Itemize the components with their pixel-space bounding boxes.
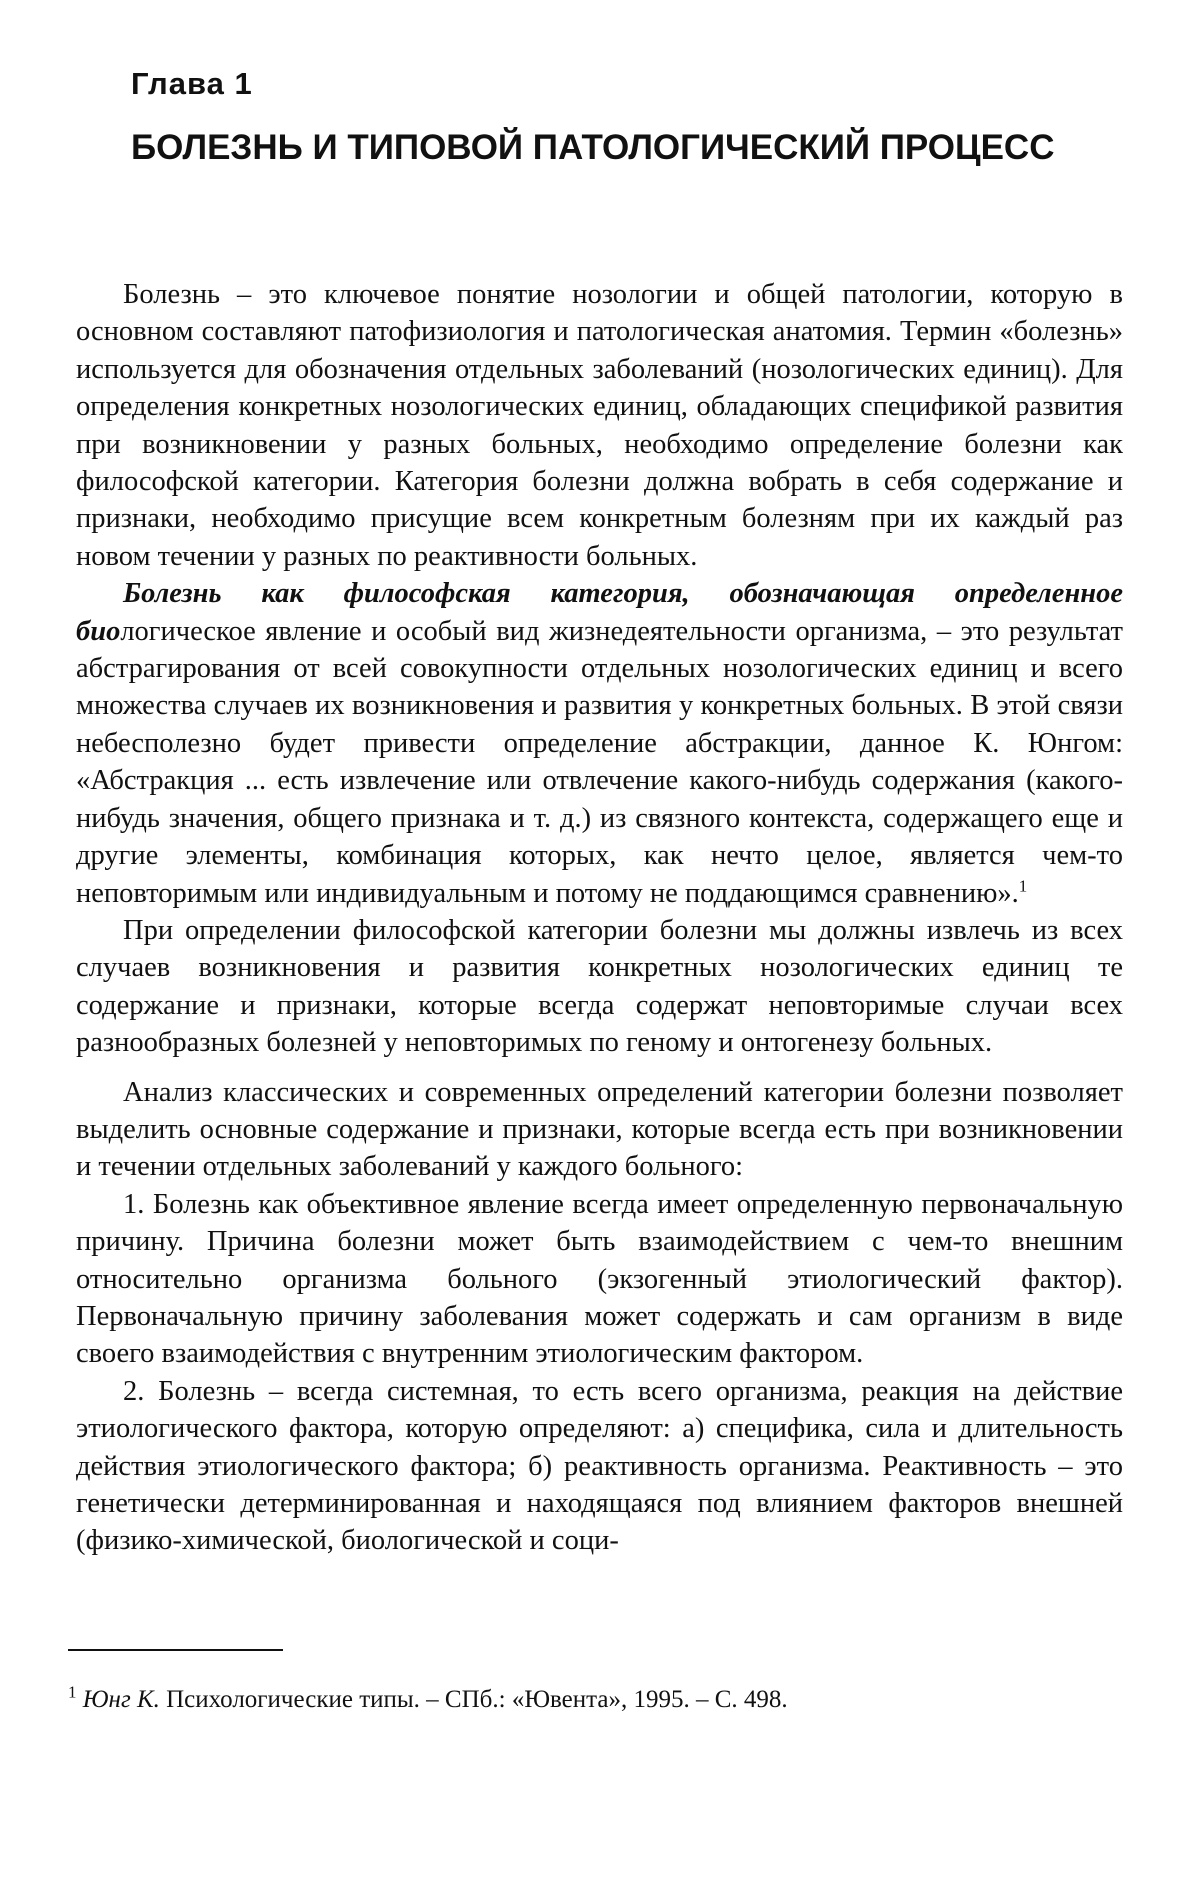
paragraph-4: Анализ классических и современных определений категории болезни позволяет выделить основные содержание и признаки, которые всегда есть при возникновении и течении отдельных заболеваний у каждого больного: bbox=[76, 1074, 1123, 1186]
footnote-marker: 1 bbox=[68, 1683, 77, 1702]
footnote-reference: 1 bbox=[1019, 876, 1028, 895]
list-item-2: 2. Болезнь – всегда системная, то есть всего организма, реакция на действие этиологического фактора, которую определяют: а) специфика, сила и длительность действия этиологического фактора; б) реактивность организма. Реактивность – это генетически детерминированная и находящаяся под влиянием факторов внешней (физико-химической, биологической и соци- bbox=[76, 1373, 1123, 1560]
paragraph-2-text: логическое явление и особый вид жизнедеятельности организма, – это результат абстрагирования от всей совокупности отдельных нозологических единиц и всего множества случаев их возникновения и развития у конкретных больных. В этой связи небесполезно будет привести определение абстракции, данное К. Юнгом: «Абстракция ... есть извлечение или отвлечение какого-нибудь содержания (какого-нибудь значения, общего признака и т. д.) из связного контекста, содержащего еще и другие элементы, комбинация которых, как нечто целое, является чем-то неповторимым или индивидуальным и потому не поддающимся сравнению». bbox=[76, 616, 1123, 909]
paragraph-2 bbox=[76, 575, 1123, 912]
paragraph-1: Болезнь – это ключевое понятие нозологии и общей патологии, которую в основном составляют патофизиология и патологическая анатомия. Термин «болезнь» используется для обозначения отдельных заболеваний (нозологических единиц). Для определения конкретных нозологических единиц, обладающих спецификой развития при возникновении у разных больных, необходимо определение болезни как философской категории. Категория болезни должна вобрать в себя содержание и признаки, необходимо присущие всем конкретным болезням при их каждый раз новом течении у разных по реактивности больных. bbox=[76, 276, 1123, 575]
chapter-title: БОЛЕЗНЬ И ТИПОВОЙ ПАТОЛОГИЧЕСКИЙ ПРОЦЕСС bbox=[131, 128, 1054, 168]
body-text bbox=[76, 276, 1123, 1560]
paragraph-2-lead-phrase: Болезнь как философская категория, обозначающая определенное био bbox=[76, 578, 1123, 646]
footnote bbox=[68, 1684, 1118, 1716]
chapter-label: Глава 1 bbox=[131, 66, 253, 102]
footnote-text: Психологические типы. – СПб.: «Ювента», 1995. – С. 498. bbox=[160, 1686, 788, 1713]
paragraph-3: При определении философской категории болезни мы должны извлечь из всех случаев возникновения и развития конкретных нозологических единиц те содержание и признаки, которые всегда содержат неповторимые случаи всех разнообразных болезней у неповторимых по геному и онтогенезу больных. bbox=[76, 912, 1123, 1062]
footnote-author: Юнг К. bbox=[83, 1686, 160, 1713]
footnote-divider bbox=[68, 1649, 283, 1651]
book-page bbox=[0, 0, 1200, 1895]
list-item-1: 1. Болезнь как объективное явление всегда имеет определенную первоначальную причину. Причина болезни может быть взаимодействием с чем-то внешним относительно организма больного (экзогенный этиологический фактор). Первоначальную причину заболевания может содержать и сам организм в виде своего взаимодействия с внутренним этиологическим фактором. bbox=[76, 1186, 1123, 1373]
